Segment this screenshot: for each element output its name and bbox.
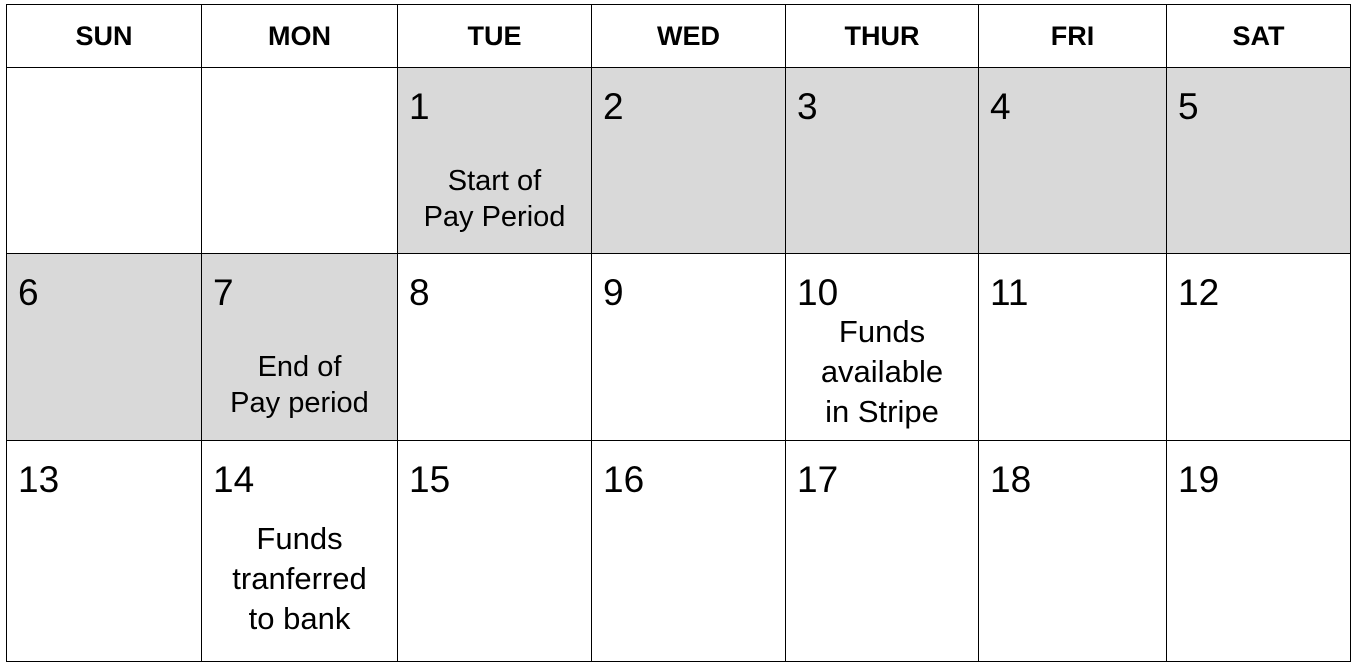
day-cell-15: [398, 440, 592, 661]
day-number: 18: [990, 458, 1032, 500]
day-number: 16: [603, 458, 645, 500]
day-cell-19: [1167, 440, 1351, 661]
day-cell-6: [7, 254, 202, 440]
day-number: 19: [1178, 458, 1220, 500]
day-number: 10: [797, 272, 839, 314]
day-number: 11: [990, 272, 1029, 314]
weekday-header-fri: FRI: [979, 5, 1167, 68]
day-number: 17: [797, 458, 839, 500]
day-number: 8: [409, 272, 430, 314]
day-cell-5: [1167, 68, 1351, 254]
day-number: 4: [990, 86, 1011, 127]
calendar-grid: [6, 4, 1351, 662]
day-number: 5: [1178, 86, 1199, 127]
day-cell-17: [786, 440, 979, 661]
day-number: 13: [18, 458, 60, 500]
week-row-2: [7, 254, 1351, 440]
day-cell-16: [592, 440, 786, 661]
day-number: 1: [409, 86, 430, 127]
day-cell-18: [979, 440, 1167, 661]
day-number: 9: [603, 272, 624, 314]
weekday-header-sun: SUN: [7, 5, 202, 68]
day-number: 14: [213, 458, 255, 500]
day-cell-8: [398, 254, 592, 440]
day-cell-empty: [202, 68, 398, 254]
day-cell-2: [592, 68, 786, 254]
day-number: 7: [213, 272, 234, 314]
weekday-header-wed: WED: [592, 5, 786, 68]
weekday-header-thur: THUR: [786, 5, 979, 68]
day-cell-empty: [7, 68, 202, 254]
weekday-header-row: [7, 5, 1351, 68]
day-number: 3: [797, 86, 818, 127]
day-cell-3: [786, 68, 979, 254]
day-note-start-of-pay-period: Start of Pay Period: [423, 165, 566, 233]
day-number: 15: [409, 458, 451, 500]
day-cell-4: [979, 68, 1167, 254]
day-cell-9: [592, 254, 786, 440]
day-number: 6: [18, 272, 39, 314]
weekday-header-mon: MON: [202, 5, 398, 68]
day-number: 2: [603, 86, 624, 127]
day-cell-1: [398, 68, 592, 254]
day-note-end-of-pay-period: End of Pay period: [230, 351, 369, 420]
day-number: 12: [1178, 272, 1220, 314]
day-note-funds-transferred: Funds tranferred to bank: [232, 520, 367, 636]
weekday-header-tue: TUE: [398, 5, 592, 68]
day-cell-10: [786, 254, 979, 440]
day-cell-12: [1167, 254, 1351, 440]
day-cell-11: [979, 254, 1167, 440]
day-cell-14: [202, 440, 398, 661]
week-row-1: [7, 68, 1351, 254]
day-note-funds-available: Funds available in Stripe: [820, 314, 944, 430]
day-cell-7: [202, 254, 398, 440]
weekday-header-sat: SAT: [1167, 5, 1351, 68]
week-row-3: [7, 440, 1351, 661]
day-cell-13: [7, 440, 202, 661]
